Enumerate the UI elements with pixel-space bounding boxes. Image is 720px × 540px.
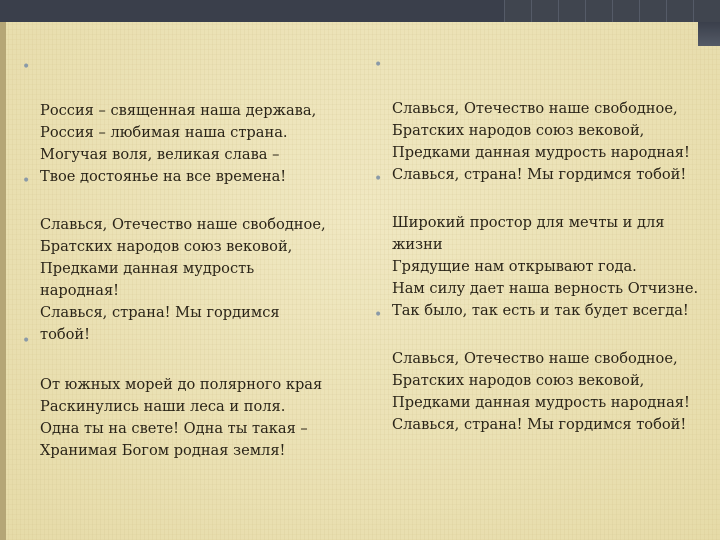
stanza-text: Россия – священная наша держава, Россия – любимая наша страна. Могучая воля, великая слава – Твое достоянье на все времена! [40,102,317,185]
stanza-text: Славься, Отечество наше свободное, Братских народов союз вековой, Предками данная мудрость народная! Славься, страна! Мы гордимся тобой! [40,216,326,343]
header-decoration [504,0,720,22]
left-stanza-3 [20,330,322,462]
stanza-text: Широкий простор для мечты и для жизни Грядущие нам открывают года. Нам силу дает наша верность Отчизне. Так было, так есть и так будет всегда! [392,214,699,319]
bullet-icon: • [22,173,31,189]
stanza-text: От южных морей до полярного края Раскинулись наши леса и поля. Одна ты на свете! Одна ты такая – Хранимая Богом родная земля! [40,376,323,459]
right-stanza-2 [372,168,698,322]
bullet-icon: • [374,307,383,323]
slide-content [0,22,720,540]
right-stanza-1 [372,54,690,186]
bullet-icon: • [374,171,383,187]
bullet-icon: • [374,57,383,73]
stanza-text: Славься, Отечество наше свободное, Братских народов союз вековой, Предками данная мудрость народная! Славься, страна! Мы гордимся тобой! [392,350,690,433]
right-stanza-3 [372,304,690,436]
slide-header-bar [0,0,720,22]
bullet-icon: • [22,333,31,349]
bullet-icon: • [22,59,31,75]
stanza-text: Славься, Отечество наше свободное, Братских народов союз вековой, Предками данная мудрость народная! Славься, страна! Мы гордимся тобой! [392,100,690,183]
left-stanza-2 [20,170,326,346]
left-stanza-1 [20,56,316,188]
